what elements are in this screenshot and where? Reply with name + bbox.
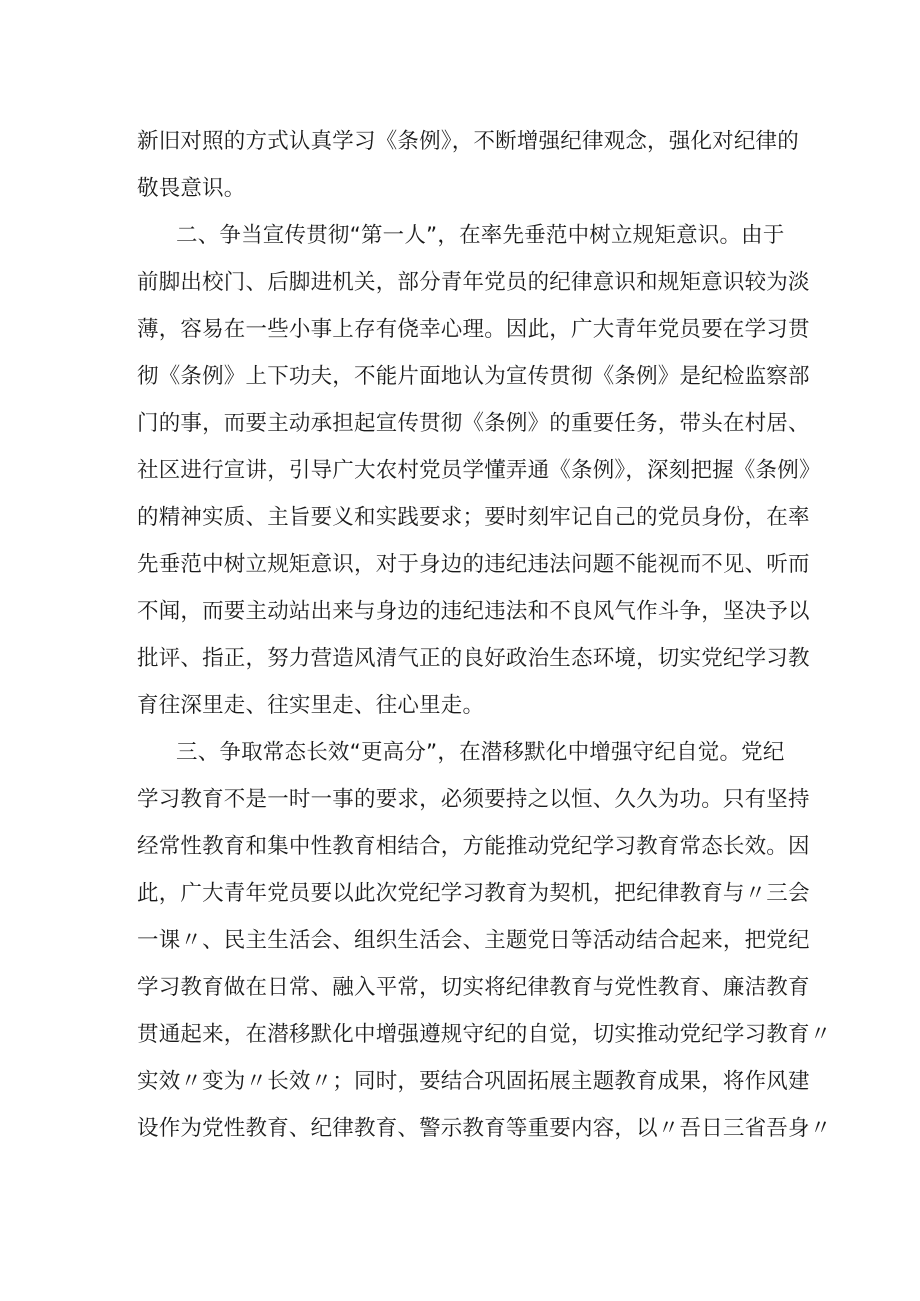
text-line: 设作为党性教育、纪律教育、警示教育等重要内容，以〃吾日三省吾身〃 [137,1116,832,1141]
document-body [137,118,832,1152]
text-line: 一课〃、民主生活会、组织生活会、主题党日等活动结合起来，把党纪 [137,928,810,953]
text-line: 前脚出校门、后脚进机关，部分青年党员的纪律意识和规矩意识较为淡 [137,270,810,295]
text-line: 学习教育做在日常、融入平常，切实将纪律教育与党性教育、廉洁教育 [137,975,810,1000]
text-line: 育往深里走、往实里走、往心里走。 [137,693,485,718]
text-line: 学习教育不是一时一事的要求，必须要持之以恒、久久为功。只有坚持 [137,787,810,812]
section-three-heading-line: 三、争取常态长效“更高分”，在潜移默化中增强守纪自觉。党纪 [176,740,785,765]
text-line: 批评、指正，努力营造风清气正的良好政治生态环境，切实党纪学习教 [137,646,810,671]
paragraph-3-section-three [137,729,832,1152]
text-line: 经常性教育和集中性教育相结合，方能推动党纪学习教育常态长效。因 [137,834,810,859]
text-line: 此，广大青年党员要以此次党纪学习教育为契机，把纪律教育与〃三会 [137,881,810,906]
paragraph-1-continuation [137,118,797,212]
text-line: 不闻，而要主动站出来与身边的违纪违法和不良风气作斗争，坚决予以 [137,599,810,624]
text-line: 薄，容易在一些小事上存有侥幸心理。因此，广大青年党员要在学习贯 [137,317,810,342]
text-line: 门的事，而要主动承担起宣传贯彻《条例》的重要任务，带头在村居、 [137,411,810,436]
text-line: 的精神实质、主旨要义和实践要求；要时刻牢记自己的党员身份，在率 [137,505,810,530]
text-line: 实效〃变为〃长效〃；同时，要结合巩固拓展主题教育成果，将作风建 [137,1069,810,1094]
text-line: 社区进行宣讲，引导广大农村党员学懂弄通《条例》，深刻把握《条例》 [137,458,821,483]
text-line: 先垂范中树立规矩意识，对于身边的违纪违法问题不能视而不见、听而 [137,552,810,577]
text-line: 敬畏意识。 [137,176,246,201]
paragraph-2-section-two [137,212,821,729]
text-line: 彻《条例》上下功夫，不能片面地认为宣传贯彻《条例》是纪检监察部 [137,364,810,389]
text-line: 贯通起来，在潜移默化中增强遵规守纪的自觉，切实推动党纪学习教育〃 [137,1022,832,1047]
text-line: 新旧对照的方式认真学习《条例》，不断增强纪律观念，强化对纪律的 [137,129,799,154]
section-two-heading-line: 二、争当宣传贯彻“第一人”，在率先垂范中树立规矩意识。由于 [176,223,785,248]
